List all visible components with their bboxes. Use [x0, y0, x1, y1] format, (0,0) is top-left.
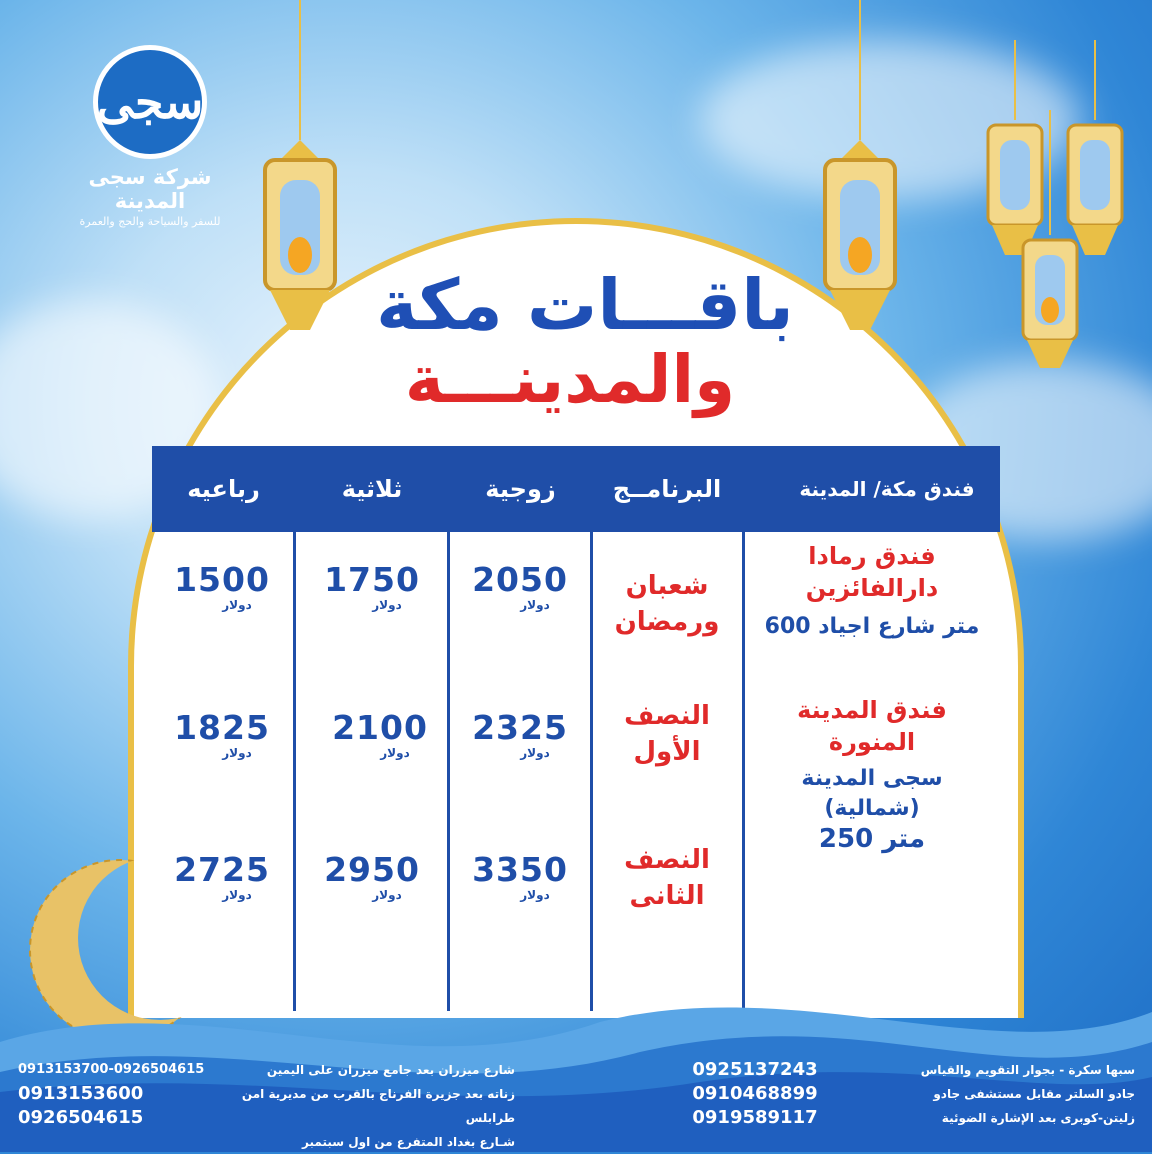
- makkah-hotel-name: فندق رمادا دارالفائزين: [805, 542, 939, 602]
- price-cell: [450, 710, 590, 760]
- program-name: النصف الثانى: [624, 845, 710, 911]
- currency-label: دولار: [520, 746, 550, 760]
- column-divider: [293, 532, 296, 1011]
- branch-address: جادو السلتر مقابل مستشفى جادو: [933, 1087, 1135, 1101]
- phone-number[interactable]: 0913153600: [18, 1083, 144, 1104]
- header-quad: رباعيه: [187, 475, 260, 503]
- price-cell: [450, 852, 590, 902]
- branch-address: زناته بعد جزيرة الفرناج بالقرب من مديرية امن طرابلس: [241, 1087, 515, 1125]
- tripoli-addresses: [230, 1058, 515, 1154]
- company-logo: [55, 45, 245, 228]
- packages-table: [152, 446, 1000, 1011]
- price-double: 3350: [472, 850, 568, 889]
- madinah-hotel-distance: 250 متر: [818, 824, 926, 854]
- header-hotel: فندق مكة/ المدينة: [799, 477, 975, 501]
- program-name: النصف الأول: [624, 701, 710, 767]
- currency-label: دولار: [380, 746, 410, 760]
- header-double: زوجية: [485, 475, 556, 503]
- header-triple: ثلاثية: [341, 475, 403, 503]
- phone-number[interactable]: 0926504615: [18, 1107, 144, 1128]
- branch-phones: [680, 1058, 830, 1130]
- madinah-hotel-name: فندق المدينة المنورة: [797, 696, 947, 756]
- branch-address: شـارع بغداد المتفرع من اول سبتمبر: [302, 1135, 515, 1149]
- price-cell: [152, 562, 292, 612]
- title-line-2: والمدينـــة: [404, 341, 736, 418]
- branch-address: زليتن-كوبرى بعد الإشارة الضوئية: [941, 1111, 1135, 1125]
- company-name: شركة سجى المدينة: [88, 165, 212, 213]
- madinah-hotel-note: (شمالية): [824, 796, 920, 821]
- price-triple: 2100: [332, 708, 428, 747]
- table-header: [152, 446, 1000, 532]
- header-program: البرنامــج: [612, 475, 722, 503]
- currency-label: دولار: [372, 598, 402, 612]
- lantern-icon: [815, 0, 905, 350]
- madinah-hotel-note: سجى المدينة: [801, 766, 943, 791]
- price-double: 2050: [472, 560, 568, 599]
- price-triple: 2950: [324, 850, 420, 889]
- lantern-icon: [255, 0, 345, 350]
- branch-address: سبها سكرة - بجوار التقويم والقياس: [920, 1063, 1135, 1077]
- company-tagline: للسفر والسياحة والحج والعمرة: [79, 215, 221, 228]
- makkah-hotel-distance: 600 متر شارع اجياد: [764, 614, 980, 639]
- price-quad: 2725: [174, 850, 270, 889]
- phone-number[interactable]: 0910468899: [692, 1083, 818, 1104]
- branch-addresses: [835, 1058, 1135, 1130]
- price-cell: [152, 710, 292, 760]
- currency-label: دولار: [222, 746, 252, 760]
- tripoli-phones: [18, 1058, 233, 1130]
- price-triple: 1750: [324, 560, 420, 599]
- program-name: شعبان ورمضان: [614, 571, 720, 637]
- title-line-1: باقـــات مكة: [376, 264, 794, 346]
- lantern-icon: [1015, 110, 1085, 370]
- contact-footer: [0, 1058, 1152, 1152]
- currency-label: دولار: [222, 888, 252, 902]
- currency-label: دولار: [372, 888, 402, 902]
- currency-label: دولار: [520, 598, 550, 612]
- price-quad: 1825: [174, 708, 270, 747]
- price-double: 2325: [472, 708, 568, 747]
- price-cell: [302, 852, 442, 902]
- hotels-cell: [744, 532, 1000, 854]
- logo-emblem: سجى: [93, 45, 207, 159]
- currency-label: دولار: [520, 888, 550, 902]
- currency-label: دولار: [222, 598, 252, 612]
- phone-number[interactable]: 0913153700-0926504615: [18, 1062, 205, 1077]
- price-cell: [302, 562, 442, 612]
- price-cell: [310, 710, 450, 760]
- price-quad: 1500: [174, 560, 270, 599]
- branch-address: شارع ميزران بعد جامع ميزران على اليمين: [266, 1063, 515, 1077]
- price-cell: [450, 562, 590, 612]
- phone-number[interactable]: 0925137243: [692, 1059, 818, 1080]
- phone-number[interactable]: 0919589117: [692, 1107, 818, 1128]
